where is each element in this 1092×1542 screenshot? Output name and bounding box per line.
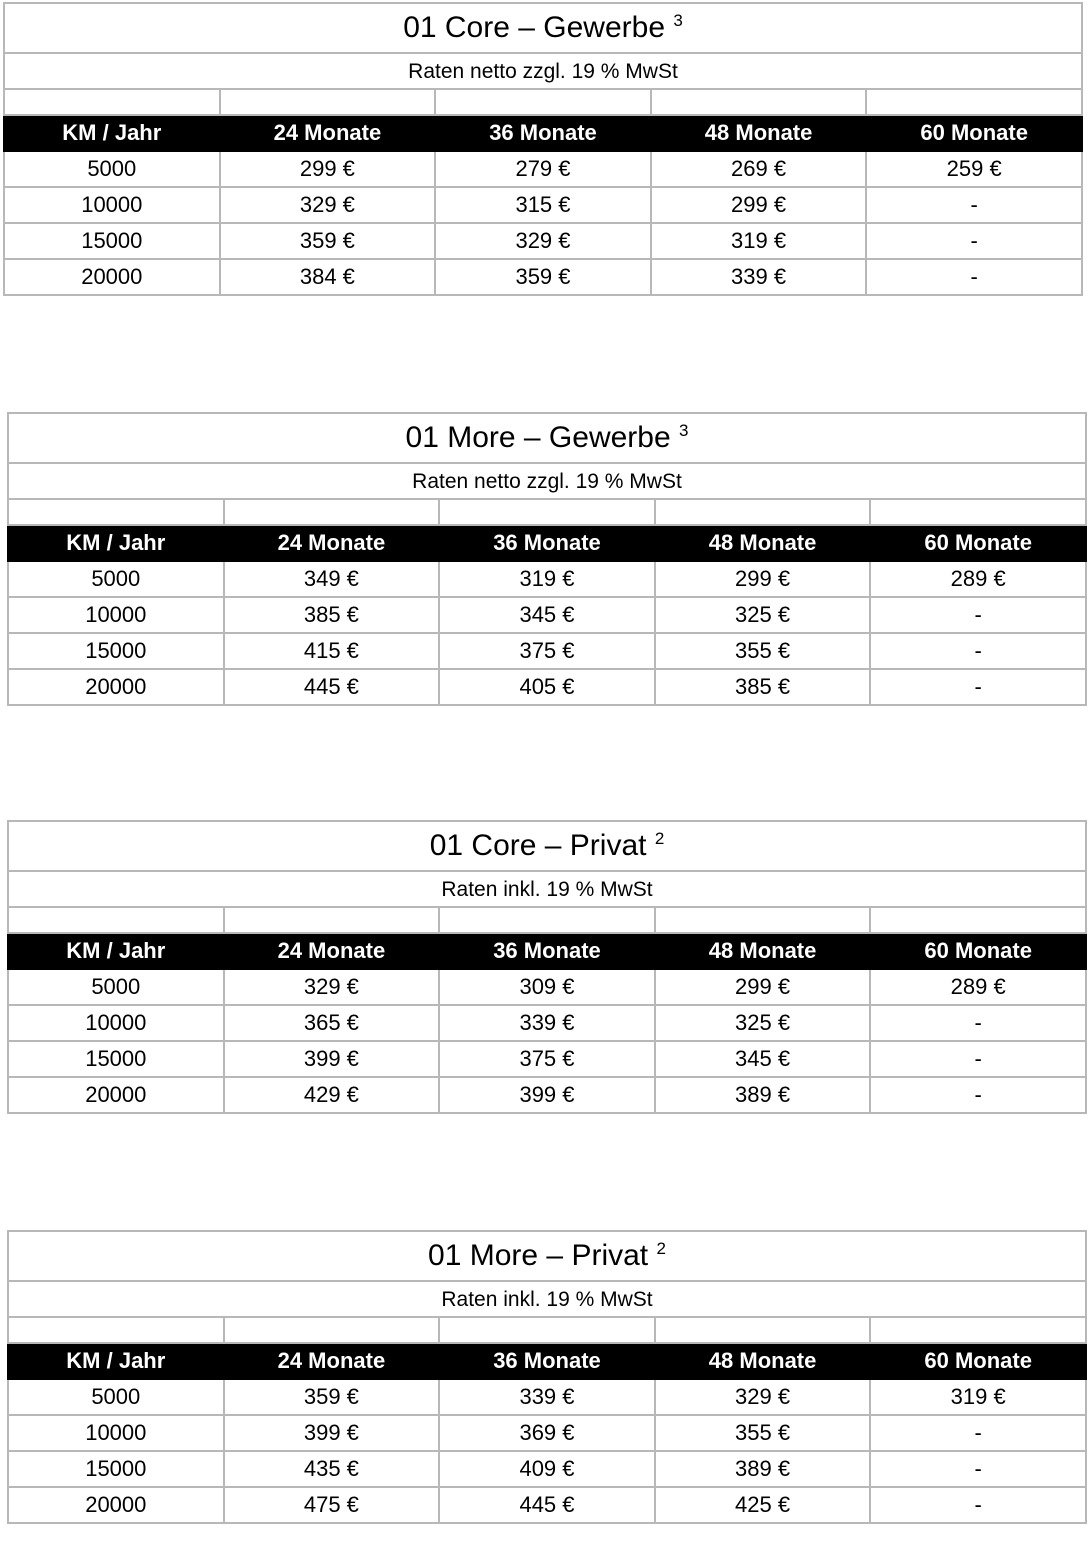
price-table-more-gewerbe (7, 412, 1087, 706)
table-cell: - (866, 187, 1082, 223)
table-row (8, 1415, 1086, 1451)
table-cell: 384 € (220, 259, 436, 295)
table-cell: - (870, 1415, 1086, 1451)
table-row (8, 1379, 1086, 1415)
table-cell: 399 € (224, 1415, 440, 1451)
header-row (4, 115, 1082, 151)
table-row (8, 633, 1086, 669)
price-table-core-gewerbe (3, 2, 1083, 296)
spacer-row (4, 89, 1082, 115)
table-cell: 5000 (4, 151, 220, 187)
table-cell: 345 € (439, 597, 655, 633)
table-cell: 269 € (651, 151, 867, 187)
table-cell: 355 € (655, 633, 871, 669)
table-cell: 5000 (8, 969, 224, 1005)
column-header: 60 Monate (870, 933, 1086, 969)
column-header: 36 Monate (439, 525, 655, 561)
table-cell: 299 € (655, 969, 871, 1005)
column-header: 36 Monate (435, 115, 651, 151)
table-cell: 339 € (651, 259, 867, 295)
column-header: KM / Jahr (8, 1343, 224, 1379)
table-cell: 289 € (870, 561, 1086, 597)
table-subtitle: Raten inkl. 19 % MwSt (8, 1281, 1086, 1317)
table-cell: 445 € (224, 669, 440, 705)
table-cell: 319 € (870, 1379, 1086, 1415)
table-cell: 10000 (8, 1005, 224, 1041)
table-row (4, 187, 1082, 223)
table-cell: 315 € (435, 187, 651, 223)
column-header: 36 Monate (439, 1343, 655, 1379)
table-cell: 10000 (4, 187, 220, 223)
table-cell: 389 € (655, 1451, 871, 1487)
table-cell: 355 € (655, 1415, 871, 1451)
table-cell: 10000 (8, 597, 224, 633)
table-title: 01 More – Privat $^2$ (8, 1231, 1086, 1281)
table-cell: 5000 (8, 1379, 224, 1415)
table-cell: - (870, 1077, 1086, 1113)
header-row (8, 1343, 1086, 1379)
table-cell: - (870, 1487, 1086, 1523)
table-subtitle: Raten netto zzgl. 19 % MwSt (8, 463, 1086, 499)
table-cell: 299 € (220, 151, 436, 187)
table-cell: - (870, 1005, 1086, 1041)
table-cell: 15000 (8, 633, 224, 669)
table-row (4, 223, 1082, 259)
table-row (8, 1041, 1086, 1077)
column-header: 48 Monate (655, 1343, 871, 1379)
table-cell: 435 € (224, 1451, 440, 1487)
table-row (8, 1005, 1086, 1041)
table-row (8, 1077, 1086, 1113)
table-cell: 15000 (8, 1451, 224, 1487)
table-row (8, 1487, 1086, 1523)
table-cell: - (866, 259, 1082, 295)
table-cell: 365 € (224, 1005, 440, 1041)
price-table-core-privat (7, 820, 1087, 1114)
table-cell: 359 € (224, 1379, 440, 1415)
table-cell: 329 € (655, 1379, 871, 1415)
spacer-row (8, 1317, 1086, 1343)
table-cell: 369 € (439, 1415, 655, 1451)
table-cell: 399 € (224, 1041, 440, 1077)
table-cell: 409 € (439, 1451, 655, 1487)
table-cell: 309 € (439, 969, 655, 1005)
header-row (8, 933, 1086, 969)
table-cell: 375 € (439, 633, 655, 669)
table-cell: 415 € (224, 633, 440, 669)
column-header: 48 Monate (655, 933, 871, 969)
table-cell: 20000 (8, 1077, 224, 1113)
column-header: 48 Monate (651, 115, 867, 151)
table-subtitle: Raten inkl. 19 % MwSt (8, 871, 1086, 907)
price-table-more-privat (7, 1230, 1087, 1524)
spacer-row (8, 499, 1086, 525)
table-cell: 375 € (439, 1041, 655, 1077)
table-cell: - (870, 633, 1086, 669)
table-row (8, 1451, 1086, 1487)
table-cell: 329 € (224, 969, 440, 1005)
table-cell: - (866, 223, 1082, 259)
table-cell: 5000 (8, 561, 224, 597)
table-cell: 325 € (655, 597, 871, 633)
table-row (8, 561, 1086, 597)
table-cell: 385 € (224, 597, 440, 633)
column-header: 60 Monate (870, 525, 1086, 561)
table-cell: 475 € (224, 1487, 440, 1523)
table-cell: 259 € (866, 151, 1082, 187)
table-cell: 299 € (651, 187, 867, 223)
table-cell: 15000 (4, 223, 220, 259)
table-cell: 329 € (435, 223, 651, 259)
table-title: 01 Core – Gewerbe $^3$ (4, 3, 1082, 53)
spacer-row (8, 907, 1086, 933)
column-header: 24 Monate (224, 933, 440, 969)
table-cell: 345 € (655, 1041, 871, 1077)
table-cell: 389 € (655, 1077, 871, 1113)
footnote-marker: 2 (656, 1239, 666, 1258)
table-cell: 299 € (655, 561, 871, 597)
table-cell: 289 € (870, 969, 1086, 1005)
column-header: 48 Monate (655, 525, 871, 561)
column-header: 60 Monate (866, 115, 1082, 151)
column-header: 60 Monate (870, 1343, 1086, 1379)
table-cell: 405 € (439, 669, 655, 705)
table-subtitle: Raten netto zzgl. 19 % MwSt (4, 53, 1082, 89)
header-row (8, 525, 1086, 561)
table-cell: - (870, 1041, 1086, 1077)
table-cell: 425 € (655, 1487, 871, 1523)
table-cell: 10000 (8, 1415, 224, 1451)
footnote-marker: 3 (679, 421, 689, 440)
table-title: 01 More – Gewerbe $^3$ (8, 413, 1086, 463)
table-cell: 359 € (435, 259, 651, 295)
table-cell: - (870, 1451, 1086, 1487)
table-cell: 399 € (439, 1077, 655, 1113)
table-cell: 429 € (224, 1077, 440, 1113)
table-cell: 279 € (435, 151, 651, 187)
table-cell: 20000 (8, 1487, 224, 1523)
footnote-marker: 2 (654, 829, 665, 848)
table-cell: 20000 (8, 669, 224, 705)
table-cell: 445 € (439, 1487, 655, 1523)
table-row (4, 259, 1082, 295)
table-cell: 339 € (439, 1005, 655, 1041)
column-header: 24 Monate (224, 1343, 440, 1379)
table-row (8, 969, 1086, 1005)
table-cell: - (870, 597, 1086, 633)
table-cell: 385 € (655, 669, 871, 705)
table-cell: 20000 (4, 259, 220, 295)
table-cell: 319 € (651, 223, 867, 259)
column-header: 24 Monate (220, 115, 436, 151)
table-cell: 15000 (8, 1041, 224, 1077)
table-row (8, 597, 1086, 633)
table-cell: 325 € (655, 1005, 871, 1041)
table-row (4, 151, 1082, 187)
column-header: 24 Monate (224, 525, 440, 561)
table-cell: 339 € (439, 1379, 655, 1415)
footnote-marker: 3 (673, 11, 683, 30)
column-header: 36 Monate (439, 933, 655, 969)
table-row (8, 669, 1086, 705)
table-title: 01 Core – Privat $^2$ (8, 821, 1086, 871)
column-header: KM / Jahr (8, 933, 224, 969)
table-cell: 319 € (439, 561, 655, 597)
column-header: KM / Jahr (4, 115, 220, 151)
table-cell: 349 € (224, 561, 440, 597)
table-cell: - (870, 669, 1086, 705)
table-cell: 359 € (220, 223, 436, 259)
table-cell: 329 € (220, 187, 436, 223)
column-header: KM / Jahr (8, 525, 224, 561)
